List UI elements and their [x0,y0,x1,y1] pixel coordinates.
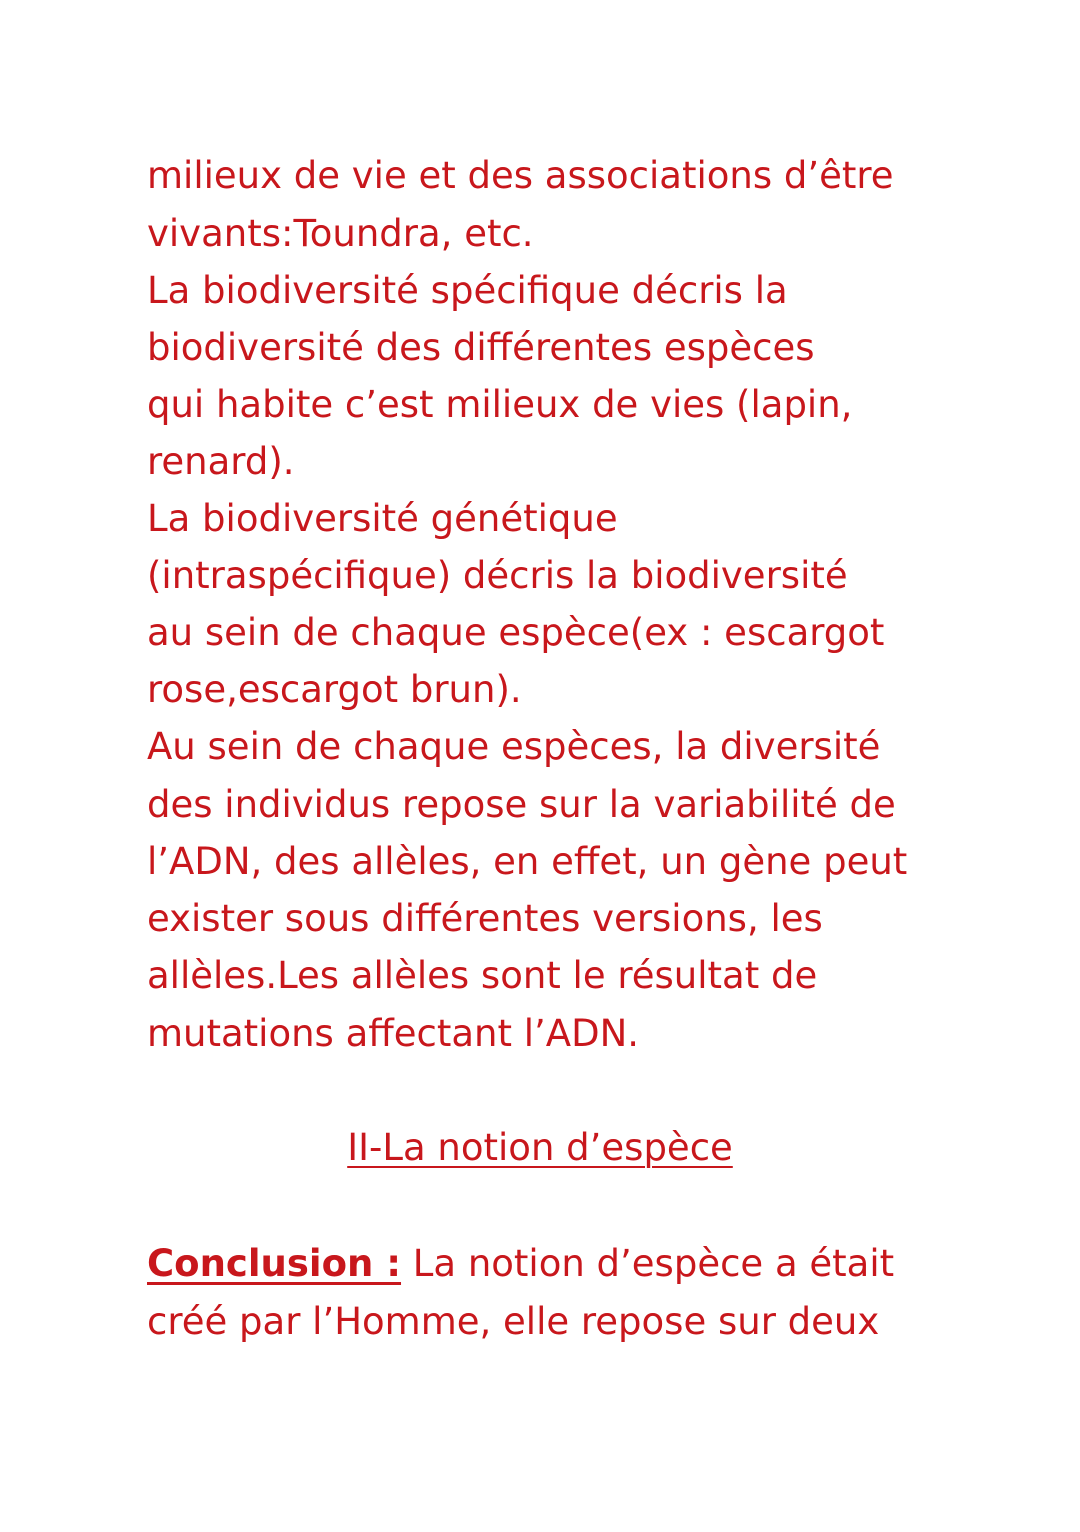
conclusion-line [147,1240,894,1288]
text-line: qui habite c’est milieux de vies (lapin, [147,383,853,426]
conclusion-line: créé par l’Homme, elle repose sur deux [147,1300,880,1343]
section-heading [0,1124,1080,1172]
conclusion-text: La notion d’espèce a était [401,1242,895,1285]
text-line: au sein de chaque espèce(ex : escargot [147,611,885,654]
text-line: mutations affectant l’ADN. [147,1012,640,1055]
text-line: biodiversité des différentes espèces [147,326,815,369]
text-line: des individus repose sur la variabilité de [147,783,896,826]
text-line: l’ADN, des allèles, en effet, un gène peut [147,840,908,883]
text-line: (intraspécifique) décris la biodiversité [147,554,848,597]
text-line: renard). [147,440,295,483]
text-line: vivants:Toundra, etc. [147,212,534,255]
text-line: milieux de vie et des associations d’être [147,154,894,197]
text-line: rose,escargot brun). [147,668,522,711]
section-heading-text: II-La notion d’espèce [347,1126,733,1169]
text-line: allèles.Les allèles sont le résultat de [147,954,818,997]
text-line: exister sous différentes versions, les [147,897,823,940]
text-line: Au sein de chaque espèces, la diversité [147,725,881,768]
text-line: La biodiversité spécifique décris la [147,269,788,312]
text-line: La biodiversité génétique [147,497,618,540]
conclusion-label: Conclusion : [147,1242,402,1285]
